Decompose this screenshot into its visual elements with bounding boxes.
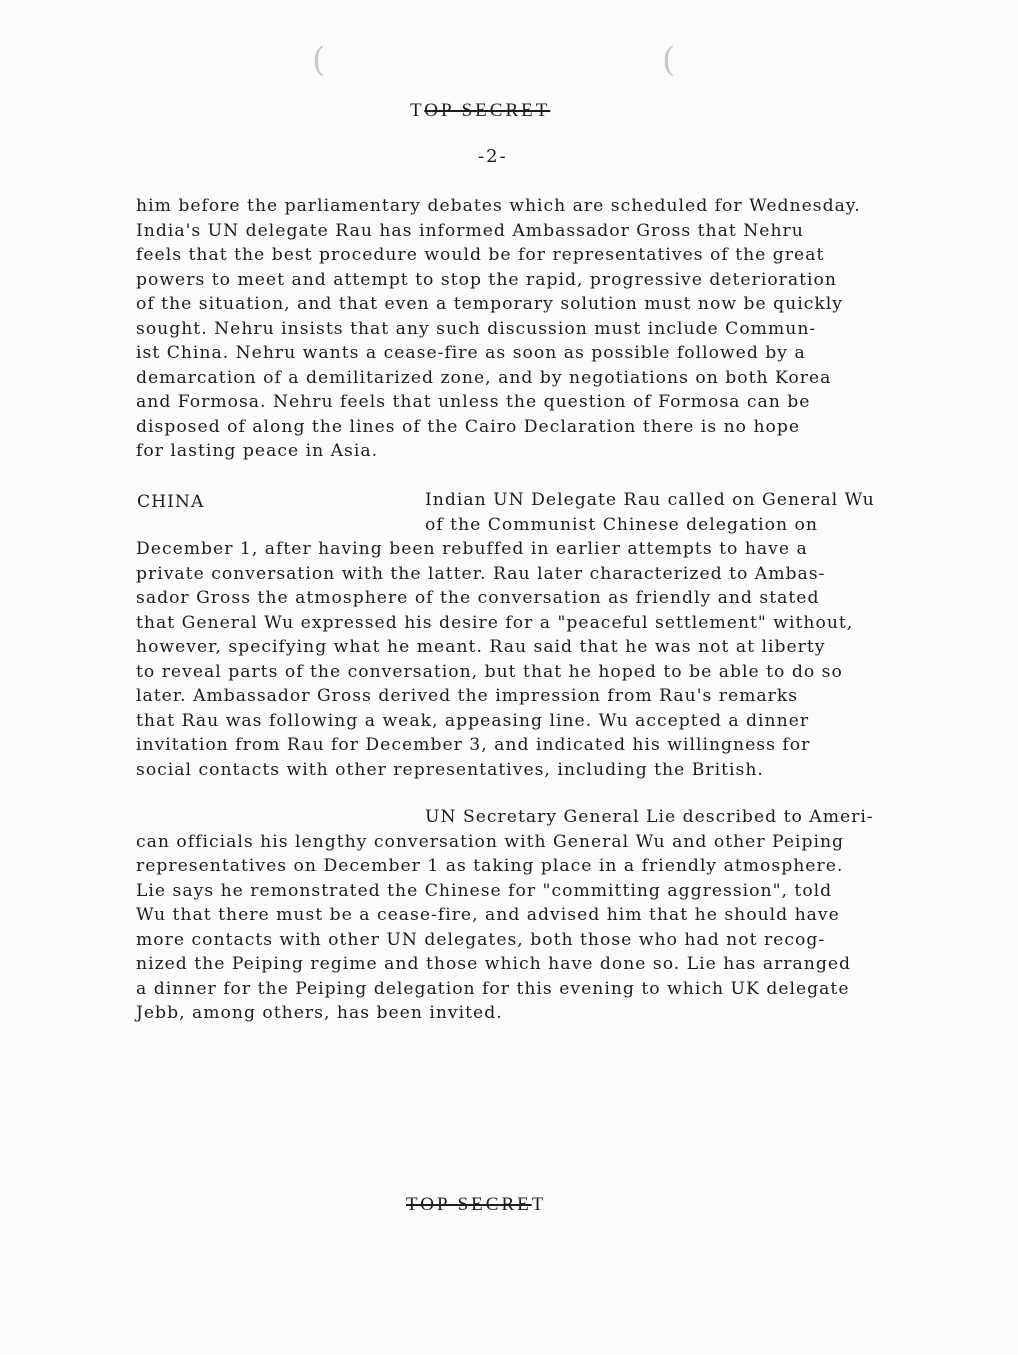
footer-classification bbox=[406, 1194, 546, 1216]
punch-mark: ( bbox=[312, 40, 326, 80]
text-line: later. Ambassador Gross derived the impression from Rau's remarks bbox=[136, 686, 799, 706]
text-line: him before the parliamentary debates which are scheduled for Wednesday. bbox=[136, 196, 861, 216]
text-line: nized the Peiping regime and those which have done so. Lie has arranged bbox=[136, 954, 852, 974]
text-line: feels that the best procedure would be for representatives of the great bbox=[136, 245, 825, 265]
text-line: of the situation, and that even a temporary solution must now be quickly bbox=[136, 294, 843, 314]
text-line: that Rau was following a weak, appeasing line. Wu accepted a dinner bbox=[136, 710, 810, 731]
paragraph-3 bbox=[136, 805, 946, 1026]
text-line: ist China. Nehru wants a cease-fire as soon as possible followed by a bbox=[136, 343, 806, 363]
text-line: private conversation with the latter. Rau later characterized to Ambas- bbox=[136, 563, 826, 584]
text-line: sador Gross the atmosphere of the conversation as friendly and stated bbox=[136, 588, 820, 608]
text-line: and Formosa. Nehru feels that unless the question of Formosa can be bbox=[136, 392, 811, 412]
header-classification bbox=[410, 100, 550, 122]
text-line: Wu that there must be a cease-fire, and advised him that he should have bbox=[136, 905, 840, 925]
text-line: social contacts with other representatives, including the British. bbox=[136, 759, 764, 780]
text-line: invitation from Rau for December 3, and indicated his willingness for bbox=[136, 735, 811, 755]
punch-mark: ( bbox=[662, 40, 676, 80]
text-line: more contacts with other UN delegates, both those who had not recog- bbox=[136, 929, 826, 950]
text-line: India's UN delegate Rau has informed Ambassador Gross that Nehru bbox=[136, 220, 804, 241]
text-line: a dinner for the Peiping delegation for this evening to which UK delegate bbox=[136, 978, 850, 999]
text-line: can officials his lengthy conversation with General Wu and other Peiping bbox=[136, 831, 845, 852]
text-line: for lasting peace in Asia. bbox=[136, 441, 379, 461]
text-line: UN Secretary General Lie described to Ameri- bbox=[425, 807, 874, 827]
section-heading-china: CHINA bbox=[137, 492, 205, 512]
text-line: however, specifying what he meant. Rau said that he was not at liberty bbox=[136, 637, 826, 657]
text-line: Indian UN Delegate Rau called on General Wu bbox=[425, 490, 875, 510]
classification-plain: T bbox=[410, 100, 425, 121]
text-line: representatives on December 1 as taking place in a friendly atmosphere. bbox=[136, 856, 844, 876]
paragraph-1 bbox=[136, 194, 946, 464]
text-line: Jebb, among others, has been invited. bbox=[136, 1003, 503, 1023]
classification-struck: OP SECRET bbox=[424, 100, 551, 121]
text-line: of the Communist Chinese delegation on bbox=[425, 514, 818, 535]
text-line: to reveal parts of the conversation, but that he hoped to be able to do so bbox=[136, 661, 843, 682]
classification-plain: T bbox=[531, 1194, 547, 1215]
text-line: disposed of along the lines of the Cairo Declaration there is no hope bbox=[136, 416, 801, 437]
page-number: -2- bbox=[478, 146, 508, 167]
text-line: December 1, after having been rebuffed in earlier attempts to have a bbox=[136, 539, 808, 559]
classification-struck: TOP SECRE bbox=[406, 1194, 532, 1215]
text-line: demarcation of a demilitarized zone, and by negotiations on both Korea bbox=[136, 367, 832, 388]
text-line: Lie says he remonstrated the Chinese for "committing aggression", told bbox=[136, 880, 833, 901]
text-line: sought. Nehru insists that any such discussion must include Commun- bbox=[136, 318, 817, 339]
text-line: that General Wu expressed his desire for a "peaceful settlement" without, bbox=[136, 612, 854, 633]
paragraph-2 bbox=[136, 488, 946, 782]
text-line: powers to meet and attempt to stop the rapid, progressive deterioration bbox=[136, 269, 837, 290]
